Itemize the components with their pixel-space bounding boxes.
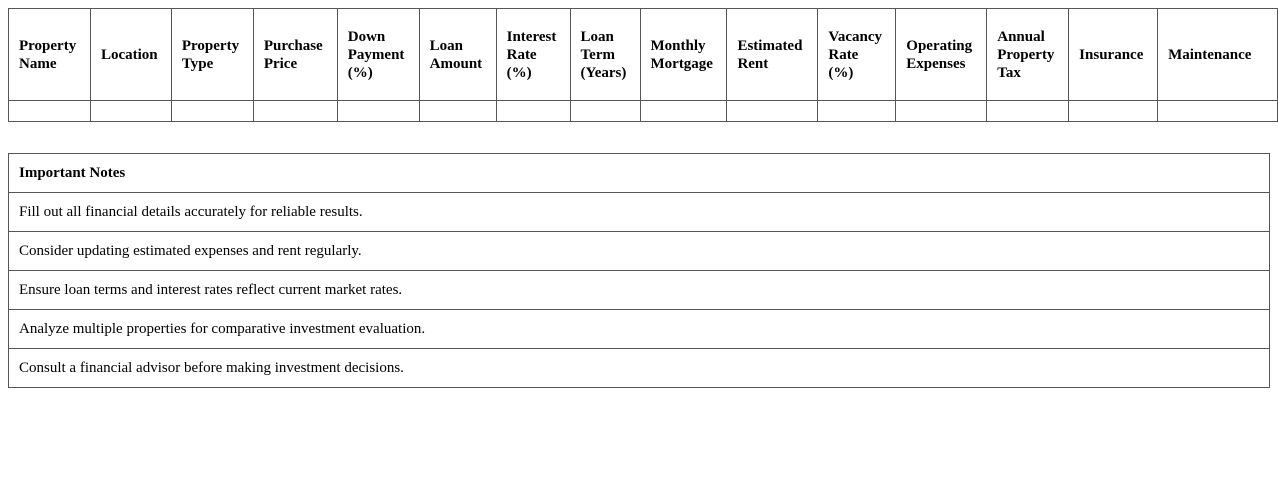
table-row [9, 101, 1278, 122]
column-header-purchase-price: Purchase Price [253, 9, 337, 101]
note-text: Fill out all financial details accurately for reliable results. [9, 193, 1270, 232]
table-header-row [9, 9, 1278, 101]
note-text: Ensure loan terms and interest rates reflect current market rates. [9, 271, 1270, 310]
table-cell[interactable] [337, 101, 419, 122]
column-header-down-payment: Down Payment (%) [337, 9, 419, 101]
notes-title: Important Notes [9, 154, 1270, 193]
table-cell[interactable] [727, 101, 818, 122]
list-item [9, 349, 1270, 388]
table-cell[interactable] [1069, 101, 1158, 122]
table-cell[interactable] [419, 101, 496, 122]
column-header-vacancy-rate: Vacancy Rate (%) [818, 9, 896, 101]
note-text: Consult a financial advisor before making investment decisions. [9, 349, 1270, 388]
table-cell[interactable] [640, 101, 727, 122]
column-header-loan-term: Loan Term (Years) [570, 9, 640, 101]
column-header-interest-rate: Interest Rate (%) [496, 9, 570, 101]
column-header-monthly-mortgage: Monthly Mortgage [640, 9, 727, 101]
column-header-location: Location [90, 9, 171, 101]
table-cell[interactable] [9, 101, 91, 122]
property-table [8, 8, 1278, 122]
table-cell[interactable] [570, 101, 640, 122]
table-cell[interactable] [896, 101, 987, 122]
column-header-annual-property-tax: Annual Property Tax [987, 9, 1069, 101]
table-cell[interactable] [1158, 101, 1278, 122]
column-header-estimated-rent: Estimated Rent [727, 9, 818, 101]
column-header-insurance: Insurance [1069, 9, 1158, 101]
note-text: Analyze multiple properties for comparative investment evaluation. [9, 310, 1270, 349]
notes-title-row [9, 154, 1270, 193]
table-cell[interactable] [496, 101, 570, 122]
table-cell[interactable] [253, 101, 337, 122]
note-text: Consider updating estimated expenses and rent regularly. [9, 232, 1270, 271]
list-item [9, 310, 1270, 349]
list-item [9, 193, 1270, 232]
column-header-maintenance: Maintenance [1158, 9, 1278, 101]
list-item [9, 271, 1270, 310]
column-header-property-name: Property Name [9, 9, 91, 101]
table-cell[interactable] [818, 101, 896, 122]
list-item [9, 232, 1270, 271]
table-cell[interactable] [987, 101, 1069, 122]
table-cell[interactable] [90, 101, 171, 122]
column-header-loan-amount: Loan Amount [419, 9, 496, 101]
column-header-operating-expenses: Operating Expenses [896, 9, 987, 101]
table-cell[interactable] [171, 101, 253, 122]
column-header-property-type: Property Type [171, 9, 253, 101]
important-notes-table [8, 153, 1270, 388]
